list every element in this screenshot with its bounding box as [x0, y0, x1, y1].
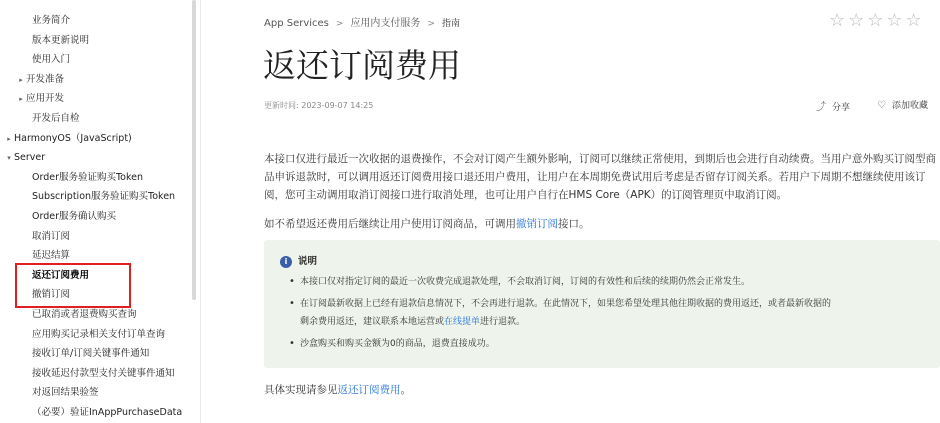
sidebar-item[interactable] [32, 384, 99, 402]
heart-icon: ♡ [877, 100, 886, 111]
text: 。 [400, 384, 411, 396]
sidebar-item-label: 撤销订阅 [32, 289, 71, 301]
sidebar-item-label: 接收延迟付款型支付关键事件通知 [32, 367, 175, 379]
share-icon: ⤴ [816, 102, 826, 113]
note-text: 剩余费用返还，建议联系本地运营或 [300, 317, 445, 327]
online-ticket-link[interactable]: 在线提单 [444, 317, 481, 327]
text: 具体实现请参见 [264, 384, 338, 396]
sidebar-item[interactable] [32, 345, 149, 363]
note-text: 本接口仅对指定订阅的最近一次收费完成退款处理，不会取消订阅，订阅的有效性和后续的续期仍然会正常发生。 [300, 277, 751, 287]
rating-stars[interactable]: ☆☆☆☆☆ [829, 10, 925, 31]
sidebar-item[interactable] [32, 326, 165, 344]
note-bullet: • 沙盒购买和购买金额为0的商品，退费直接成功。 [289, 338, 495, 349]
sidebar-item[interactable] [32, 169, 143, 187]
sidebar-item[interactable] [32, 365, 175, 383]
sidebar-item[interactable] [32, 12, 70, 30]
favorite-label: 添加收藏 [891, 101, 928, 111]
sidebar-item[interactable] [32, 188, 175, 206]
sidebar-scrollbar[interactable] [192, 0, 196, 300]
sidebar-item[interactable] [32, 32, 89, 50]
breadcrumb-item-guide[interactable]: 指南 [441, 19, 460, 29]
sidebar-nav [0, 0, 190, 423]
sidebar-item[interactable] [16, 71, 64, 89]
share-button[interactable] [816, 98, 850, 113]
sidebar-item-label: Order服务验证购买Token [32, 171, 144, 183]
sidebar-item[interactable] [4, 130, 132, 148]
sidebar-item[interactable] [32, 404, 182, 422]
info-icon: i [280, 256, 292, 268]
share-label: 分享 [832, 103, 851, 113]
chevron-right-icon: ▸ [7, 134, 11, 143]
note-text: 沙盒购买和购买金额为0的商品，退费直接成功。 [300, 339, 495, 349]
sidebar-item[interactable] [32, 208, 116, 226]
text: 如不希望返还费用后继续让用户使用订阅商品，可调用 [264, 218, 516, 230]
sidebar-item-label: 应用购买记录相关支付订单查询 [32, 328, 166, 340]
sidebar-item[interactable] [32, 51, 70, 69]
sidebar-item-label: 使用入门 [32, 54, 71, 66]
highlight-annotation [15, 263, 131, 308]
sidebar-item-label: 延迟结算 [32, 250, 71, 262]
note-bullet: • 在订阅最新收据上已经有退款信息情况下，不会再进行退款。在此情况下，如果您希望处理其他往期收据的费用返还，或者最新收据的 [289, 298, 832, 309]
sidebar-item[interactable] [32, 228, 70, 246]
note-text: 进行退款。 [480, 317, 526, 327]
sidebar-item-label: Subscription服务验证购买Token [32, 191, 176, 203]
intro-paragraph: 本接口仅进行最近一次收据的退费操作，不会对订阅产生额外影响，订阅可以继续正常使用，到期后也会进行自动续费。当用户意外购买订阅型商品申诉退款时，可以调用返还订阅费用接口退还用户费用，让用户在本周期免费试用后考虑是否留存订阅关系。若用户下周期不想继续使用该订阅，您可主动调用取消订阅接口进行取消处理，也可让用户自行在HMS Core（APK）的订阅管理页中取消订阅。 [264, 153, 936, 201]
sidebar-item-label: 接收订单/订阅关键事件通知 [32, 348, 150, 360]
breadcrumb-item-app-services[interactable]: App Services [264, 18, 329, 29]
sidebar-item-label: （必要）验证InAppPurchaseData [32, 407, 183, 418]
note-text: 在订阅最新收据上已经有退款信息情况下，不会再进行退款。在此情况下，如果您希望处理其他往期收据的费用返还，或者最新收据的 [300, 299, 832, 309]
breadcrumb-item-iap[interactable]: 应用内支付服务 [350, 18, 421, 29]
sidebar-item-label: 开发准备 [26, 73, 65, 85]
sidebar-item-label: Order服务确认购买 [32, 211, 116, 222]
note-bullet: • 本接口仅对指定订阅的最近一次收费完成退款处理，不会取消订阅，订阅的有效性和后续的续期仍然会正常发生。 [289, 276, 751, 287]
sidebar-item-label: 对返回结果验签 [32, 387, 99, 399]
sidebar-item-label: 已取消或者退费购买查询 [32, 309, 137, 320]
breadcrumb-separator: > [335, 19, 344, 29]
note-bullet-continued [300, 314, 930, 330]
refund-subscription-link[interactable]: 返还订阅费用 [337, 384, 401, 396]
chevron-right-icon: ▸ [19, 75, 23, 84]
note-box [264, 240, 940, 368]
sidebar-item-label: HarmonyOS（JavaScript) [14, 132, 132, 144]
update-time: 更新时间: 2023-09-07 14:25 [264, 101, 374, 110]
sidebar-item[interactable] [16, 90, 64, 108]
sidebar-item-label: 取消订阅 [32, 230, 71, 242]
breadcrumb-separator: > [427, 19, 435, 29]
sidebar-item[interactable] [32, 110, 80, 128]
note-title: 说明 [298, 256, 318, 267]
sidebar-item[interactable] [4, 149, 45, 167]
page-title: 返还订阅费用 [263, 46, 461, 85]
revoke-paragraph [264, 216, 590, 231]
sidebar-item-label: Server [14, 152, 46, 164]
chevron-right-icon: ▸ [19, 95, 23, 104]
note-header [280, 253, 317, 268]
sidebar-item-label: 版本更新说明 [32, 34, 90, 46]
revoke-subscription-link[interactable]: 撤销订阅 [516, 218, 558, 230]
text: 接口。 [558, 218, 590, 230]
main-content [201, 0, 940, 423]
breadcrumb [264, 14, 460, 29]
sidebar-item-label: 业务简介 [32, 15, 71, 26]
add-favorite-button[interactable] [877, 98, 928, 111]
sidebar-item[interactable] [32, 306, 137, 324]
sidebar-item-label: 返还订阅费用 [32, 269, 90, 281]
reference-paragraph [264, 382, 411, 397]
chevron-down-icon: ▾ [7, 154, 11, 163]
sidebar-item-label: 开发后自检 [32, 113, 80, 124]
sidebar-item-label: 应用开发 [26, 93, 65, 105]
